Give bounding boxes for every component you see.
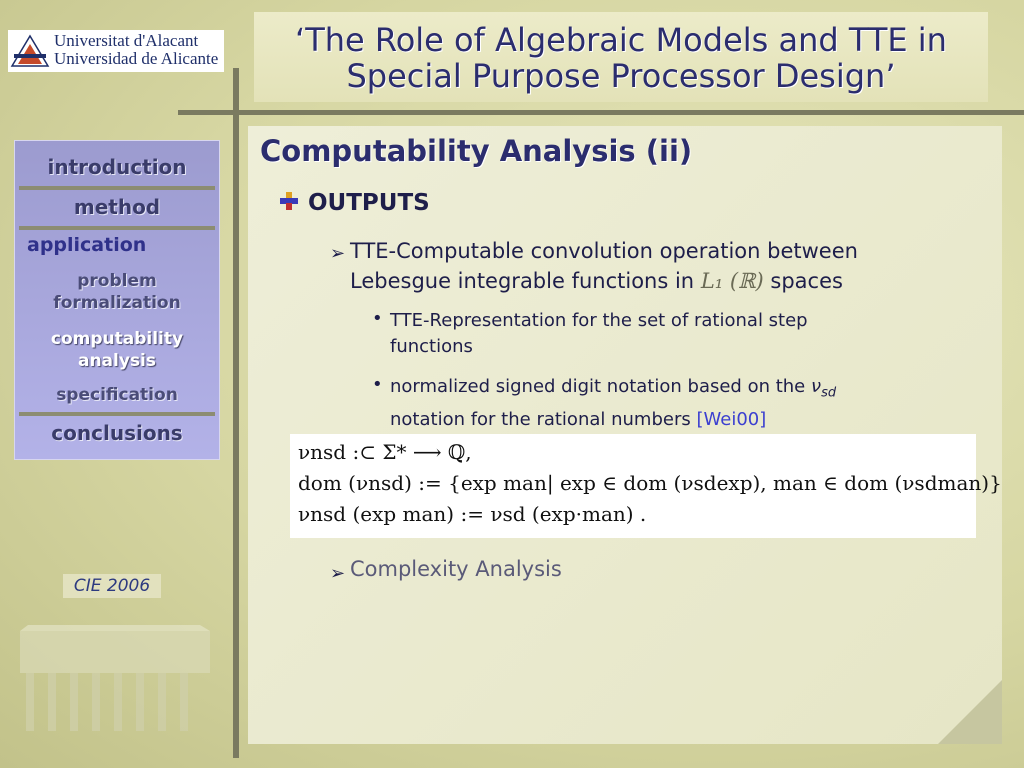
nu-subscript: sd [821,385,837,401]
formula-line-2: dom (νnsd) := {exp man| exp ∈ dom (νsdexp), man ∈ dom (νsdman)} [298,471,1002,495]
sub-item-2-text: normalized signed digit notation based on the [390,376,806,397]
nav-subitem-problem-formalization[interactable] [15,270,219,314]
sub-item-2 [390,374,990,433]
slide-content-panel [248,126,1002,744]
arrow-bullet-icon: ➢ [330,563,346,584]
colored-square-bullet-icon [280,192,298,210]
title-line-2: Special Purpose Processor Design’ [346,57,896,95]
formula-line-1: νnsd :⊂ Σ* ⟶ ℚ, [298,440,472,464]
navigation-sidebar [14,140,220,460]
sub-item-2-text-2: notation for the rational numbers [390,408,691,430]
formula-line-3: νnsd (exp man) := νsd (exp·man) . [298,502,647,526]
dot-bullet-icon: • [372,308,383,329]
sub-item-1-line-2: functions [390,336,473,357]
sub-item-2-line-1 [390,374,990,407]
nav-item-introduction[interactable]: introduction [47,155,187,179]
nav-item-conclusions[interactable]: conclusions [51,421,183,445]
nav-item-application[interactable]: application [27,234,147,256]
output-item-1-line-1: TTE-Computable convolution operation between [350,239,858,263]
formula-box [290,434,1002,538]
nav-subitem-line: analysis [77,351,157,371]
sub-item-1 [390,308,990,360]
logo-line-2: Universidad de Alicante [54,49,219,68]
nav-subitem-computability-analysis[interactable] [15,328,219,372]
logo-text [54,32,218,68]
slide-heading: Computability Analysis (ii) [260,134,693,168]
nav-item-method[interactable]: method [73,195,161,219]
nav-separator [19,226,215,230]
page-curl [938,680,1002,744]
nu-symbol: ν [811,376,822,397]
reference-link[interactable]: [Wei00] [696,408,767,430]
sub-item-1-line-1: TTE-Representation for the set of rational step [390,310,808,331]
vertical-divider [233,68,239,758]
sub-item-2-line-2 [390,407,990,433]
presentation-title [254,22,988,94]
l1-space-math: L₁ (ℝ) [700,269,764,293]
ic-chip-decoration [14,625,214,745]
arrow-bullet-icon: ➢ [330,243,346,264]
dot-bullet-icon: • [372,374,383,395]
nav-separator [19,186,215,190]
university-logo [8,30,224,72]
output-item-2: Complexity Analysis [350,557,562,581]
title-line-1: ‘The Role of Algebraic Models and TTE in [295,21,947,59]
output-item-1-text-end: spaces [770,269,843,293]
title-bar [254,12,988,102]
nav-subitem-specification[interactable]: specification [56,385,178,405]
logo-line-1: Universitat d'Alacant [54,31,199,50]
conference-label: CIE 2006 [63,574,161,598]
nav-separator [19,412,215,416]
university-logo-icon [10,34,50,68]
horizontal-divider [178,110,1024,115]
nav-subitem-line: computability [50,329,184,349]
outputs-heading: OUTPUTS [308,190,430,216]
output-item-1-text: Lebesgue integrable functions in [350,269,695,293]
nav-subitem-line: formalization [53,293,181,313]
output-item-1-line-2 [350,266,843,296]
nav-subitem-line: problem [77,271,157,291]
